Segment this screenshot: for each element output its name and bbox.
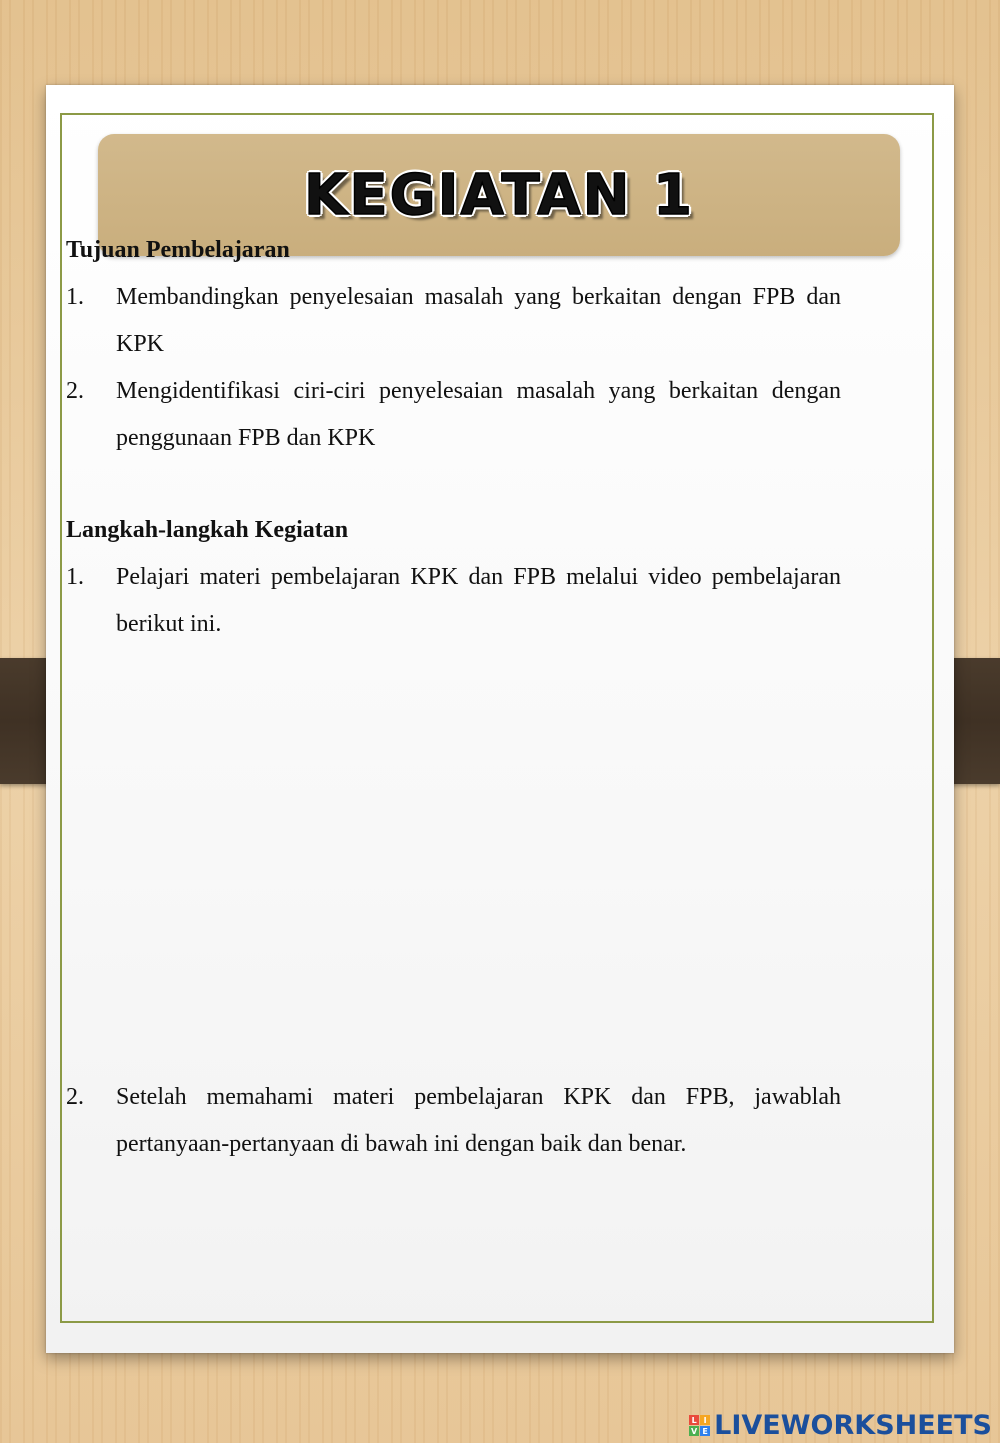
logo-letter: I bbox=[700, 1415, 710, 1425]
worksheet-content bbox=[66, 227, 841, 1168]
list-number: 2. bbox=[66, 1084, 84, 1110]
logo-letter: L bbox=[689, 1415, 699, 1425]
list-text: Setelah memahami materi pembelajaran KPK dan FPB, jawablah pertanyaan-pertanyaan di bawah ini dengan baik dan benar. bbox=[116, 1084, 841, 1157]
logo-letter: E bbox=[700, 1426, 710, 1436]
list-text: Mengidentifikasi ciri-ciri penyelesaian masalah yang berkaitan dengan penggunaan FPB dan KPK bbox=[116, 378, 841, 451]
video-placeholder bbox=[66, 648, 841, 1074]
list-text: Membandingkan penyelesaian masalah yang berkaitan dengan FPB dan KPK bbox=[116, 284, 841, 357]
tujuan-item bbox=[66, 368, 841, 462]
logo-letter: V bbox=[691, 1426, 698, 1436]
list-number: 1. bbox=[66, 564, 84, 590]
liveworksheets-logo-icon bbox=[689, 1415, 710, 1436]
list-number: 1. bbox=[66, 284, 84, 310]
tujuan-heading: Tujuan Pembelajaran bbox=[66, 237, 290, 263]
page-title: KEGIATAN 1 bbox=[304, 162, 694, 228]
liveworksheets-brand[interactable] bbox=[689, 1410, 992, 1441]
langkah-heading: Langkah-langkah Kegiatan bbox=[66, 517, 349, 543]
tujuan-item bbox=[66, 274, 841, 368]
langkah-item bbox=[66, 554, 841, 648]
brand-text: LIVEWORKSHEETS bbox=[714, 1410, 992, 1441]
list-number: 2. bbox=[66, 378, 84, 404]
langkah-item bbox=[66, 1074, 841, 1168]
list-text: Pelajari materi pembelajaran KPK dan FPB melalui video pembelajaran berikut ini. bbox=[116, 564, 841, 637]
